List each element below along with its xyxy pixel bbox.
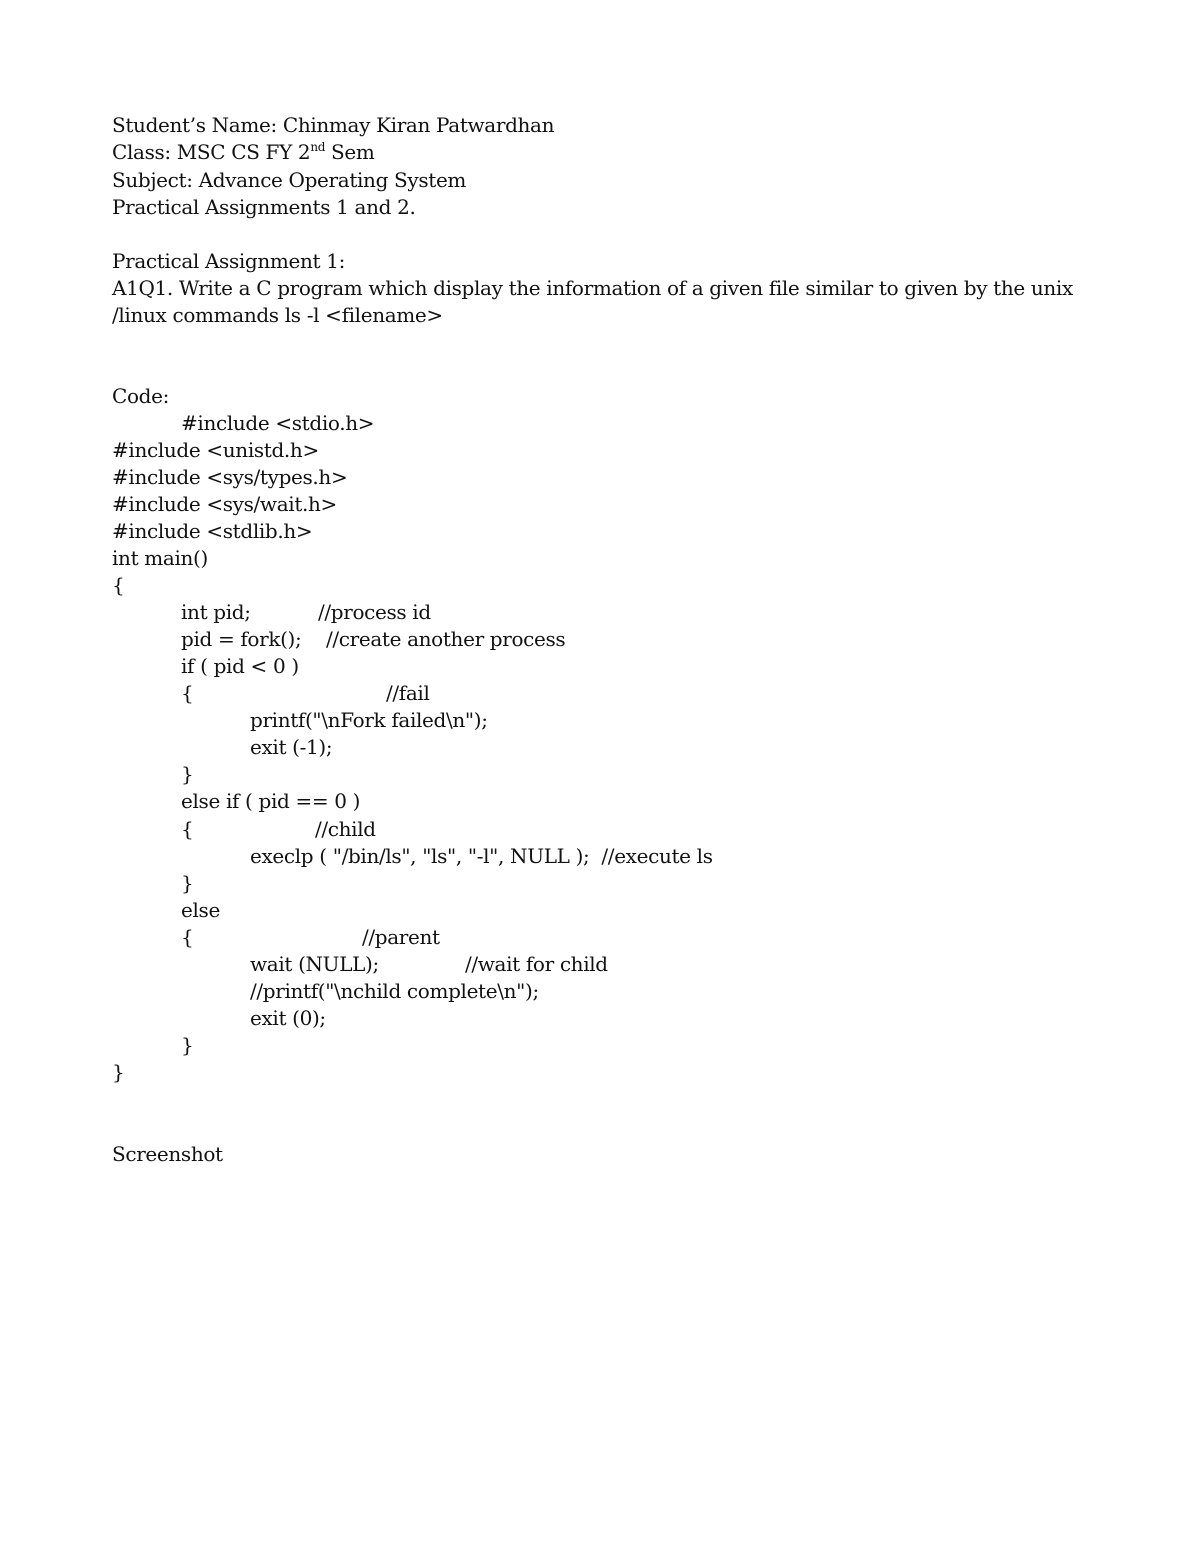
code-label: Code:	[112, 384, 169, 408]
code-line: #include <stdlib.h>	[112, 519, 313, 543]
code-line: printf("\nFork failed\n");	[250, 708, 488, 732]
class-prefix: Class: MSC CS FY 2	[112, 140, 311, 164]
assignment1-heading: Practical Assignment 1:	[112, 249, 345, 273]
code-line: }	[181, 762, 194, 786]
question-line-1: A1Q1. Write a C program which display the information of a given file similar to given by the unix	[112, 276, 1073, 300]
code-line: if ( pid < 0 )	[181, 654, 299, 678]
code-line: //printf("\nchild complete\n");	[250, 979, 539, 1003]
code-comment: //fail	[386, 681, 430, 705]
class-suffix: Sem	[325, 140, 375, 164]
screenshot-label: Screenshot	[112, 1142, 223, 1166]
code-line: else	[181, 898, 220, 922]
code-line: #include <sys/wait.h>	[112, 492, 337, 516]
code-comment: //child	[315, 817, 376, 841]
code-line	[181, 924, 440, 951]
code-line	[181, 599, 431, 626]
code-line: else if ( pid == 0 )	[181, 789, 361, 813]
code-line	[181, 680, 430, 707]
code-text: pid = fork();	[181, 627, 302, 651]
code-line: exit (0);	[250, 1006, 326, 1030]
code-line: #include <unistd.h>	[112, 438, 319, 462]
code-comment: //parent	[362, 925, 440, 949]
code-line: execlp ( "/bin/ls", "ls", "-l", NULL ); //execute ls	[250, 844, 713, 868]
code-line	[181, 626, 566, 653]
code-text: {	[181, 681, 194, 705]
code-line: exit (-1);	[250, 735, 333, 759]
code-line: int main()	[112, 546, 208, 570]
code-text: {	[181, 925, 194, 949]
code-line	[181, 816, 376, 843]
code-line: {	[112, 573, 125, 597]
code-text: int pid;	[181, 600, 251, 624]
code-text: wait (NULL);	[250, 952, 379, 976]
code-line: }	[112, 1060, 125, 1084]
question-line-2: /linux commands ls -l <filename>	[112, 303, 443, 327]
code-line	[250, 951, 608, 978]
class-line	[112, 139, 375, 166]
code-comment: //create another process	[326, 627, 566, 651]
student-name: Student’s Name: Chinmay Kiran Patwardhan	[112, 113, 555, 137]
code-line: }	[181, 871, 194, 895]
code-comment: //process id	[318, 600, 431, 624]
code-line: #include <sys/types.h>	[112, 465, 348, 489]
subject-line: Subject: Advance Operating System	[112, 168, 467, 192]
code-text: {	[181, 817, 194, 841]
code-line: }	[181, 1033, 194, 1057]
code-line: #include <stdio.h>	[181, 411, 375, 435]
code-comment: //wait for child	[465, 952, 608, 976]
class-superscript: nd	[310, 140, 326, 154]
assignments-line: Practical Assignments 1 and 2.	[112, 195, 416, 219]
